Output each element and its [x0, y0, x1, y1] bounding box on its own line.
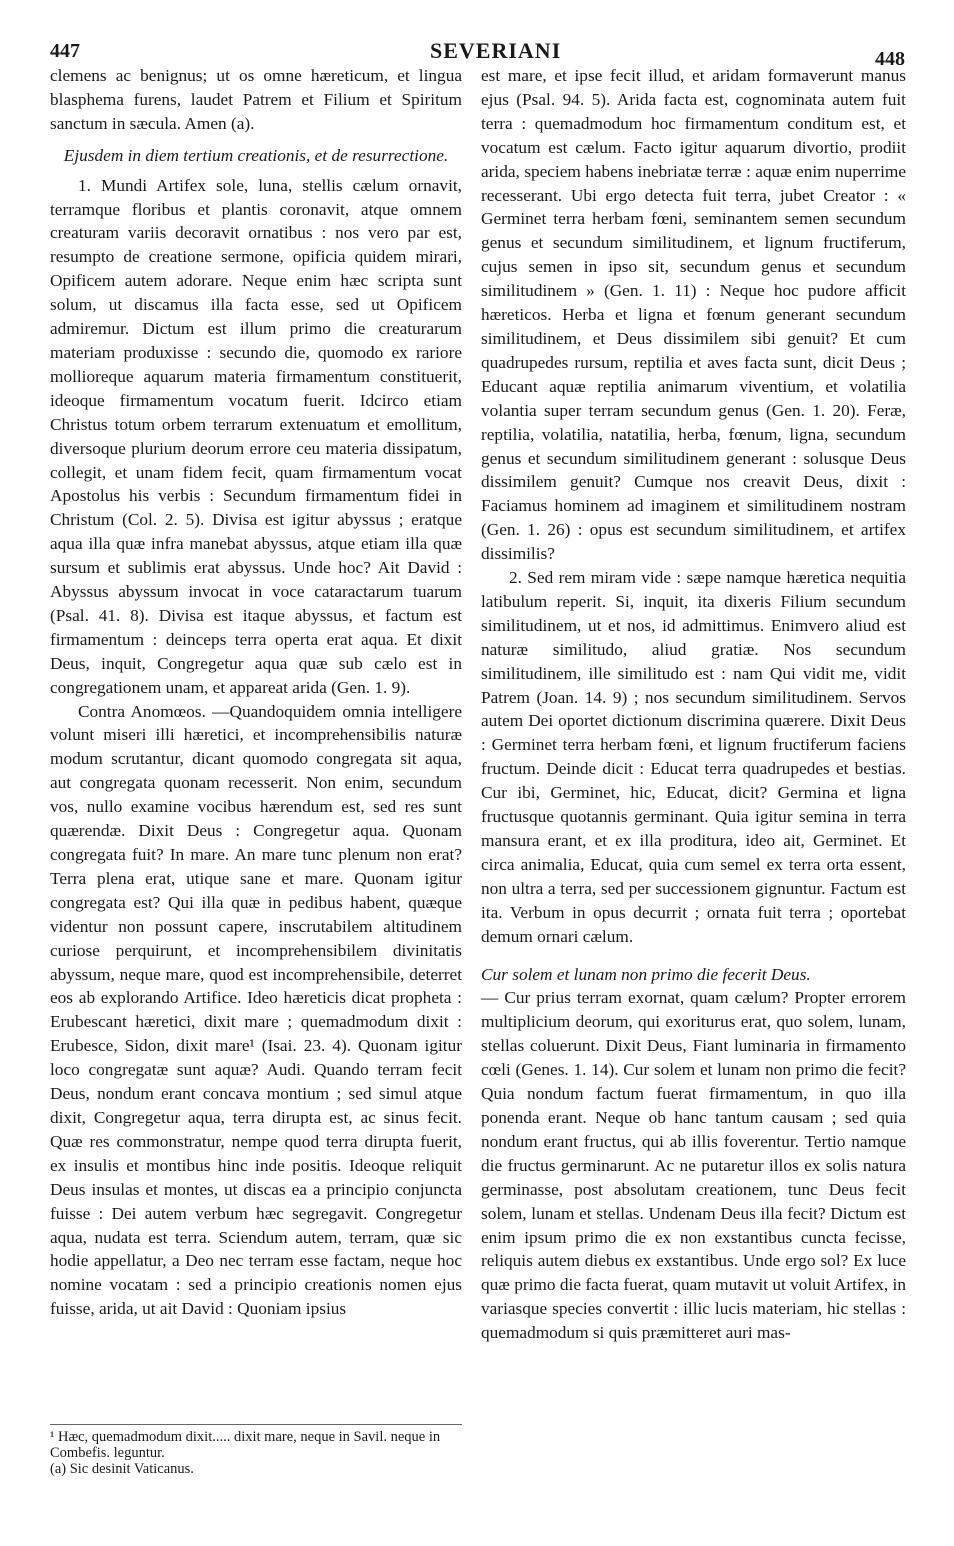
right-paragraph-3: — Cur prius terram exornat, quam cælum? Propter errorem multiplicium deorum, qui exoriturus erat, quo solem, lunam, stellas coluerunt. Dixit Deus, Fiant luminaria in firmamento cœli (Genes. 1. 14). Cur solem et lunam non primo die fecit? Quia nondum factum fuerat firmamentum, in quo illa ponenda erant. Neque ob hanc tantum causam ; sed quia nondum erant fructus, qui ab illis foverentur. Tertio namque die fructus germinarunt. Ac ne putaretur illos ex solis natura germinasse, post absolutam creationem, tunc Deus fecit solem, lunam et stellas. Undenam Deus illa fecit? Dictum est enim ipsum primo die ex non exstantibus cuncta fecisse, reliquis autem diebus ex exstantibus. Unde ergo sol? Ex luce quæ primo die facta fuerat, quam mutavit ut voluit Artifex, in variasque species convertit : illic lucis materiam, hic stellas : quemadmodum si quis præmitteret auri mas- — [481, 988, 906, 1343]
page-number-right: 448 — [875, 48, 905, 70]
section-heading-left: Ejusdem in diem tertium creationis, et de resurrectione. — [63, 145, 449, 165]
footnotes — [50, 1424, 462, 1477]
right-paragraph-2: 2. Sed rem miram vide : sæpe namque hæretica nequitia latibulum reperit. Si, inquit, ita dixeris Filium secundum similitudinem, ut et nos, id admittimus. Enimvero aliud est naturæ similitudo, aliud gratiæ. Nos secundum similitudinem, ille similitudo est : nam Qui vidit me, vidit Patrem (Joan. 14. 9) ; nos secundum similitudinem. Servos autem Dei oportet dictionum discrimina quærere. Dixit Deus : Germinet terra herbam fœni, et lignum fructiferum faciens fructum. Deinde dicit : Educat terra quadrupedes et bestias. Cur ibi, Germinet, hic, Educat, dicit? Germina et ligna fructusque quotannis germinant. Quia igitur semina in terra mansura erant, et ex illa proditura, ideo ait, Germinet. Et circa animalia, Educat, quia cum semel ex terra orta essent, non ultra a terra, sed per successionem gignuntur. Factum est ita. Verbum in opus decurrit ; ornata fuit terra ; oportebat demum ornari cælum. — [481, 568, 906, 946]
left-paragraph-3: Contra Anomœos. —Quandoquidem omnia intelligere volunt miseri illi hæretici, et incomprehensibilis naturæ modum scrutantur, dicant quomodo congregata sit aqua, aut congregata quonam recesserit. Non enim, secundum vos, nullo examine vocibus hærendum est, sed res sunt quærendæ. Dixit Deus : Congregetur aqua. Quonam congregata fuit? In mare. An mare tunc plenum non erat? Terra plena erat, utique sane et mare. Quonam igitur congregata est? Qui illa quæ in pedibus habent, quæque videntur non possunt capere, inscrutabilem altitudinem curiose perquirunt, et incomprehensibilem divinitatis abyssum, neque mare, quod est incomprehensibile, deterret eos ab explorando Artifice. Ideo hæreticis dicat propheta : Erubescant hæretici, dixit mare ; quemadmodum dixit : Erubesce, Sidon, dixit mare¹ (Isai. 23. 4). Quonam igitur loco congregatæ sunt aquæ? Audi. Quando terram fecit Deus, nondum erant concava montium ; sed simul atque dixit, Congregetur aqua, terra dirupta est, ac sinus fecit. Quæ res commonstratur, nempe quod terra dirupta fuerit, ex insulis et montibus hinc inde positis. Ideoque reliquit Deus insulas et montes, ut discas ea a principio conjuncta fuisse : Dei autem verbum hæc segregavit. Congregetur aqua, nudata est terra. Sciendum autem, terram, quæ sic hodie appellatur, a Deo nec terram esse factam, neque hoc nomine vocatam : sed a principio creationis nomen ejus fuisse, arida, ut ait David : Quoniam ipsius — [50, 701, 462, 1319]
left-paragraph-2: 1. Mundi Artifex sole, luna, stellis cælum ornavit, terramque floribus et plantis coronavit, atque omnem creaturam variis decoravit ornatibus : nos vero par est, resumpto de creatione sermone, opificia quidem mirari, Opificem autem adorare. Neque enim hæc scripta sunt solum, ut discamus illa facta esse, sed ut Opificem admiremur. Dictum est illum primo die creaturarum materiam produxisse : secundo die, quomodo ex rariore mollioreque aquarum materia firmamentum constituerit, ideoque firmamentum vocatum fuerit. Idcirco etiam Christus totum orbem terrarum extenuatum et emollitum, diversoque plurium deorum errore ceu materia dissipatum, collegit, et unam fidem fecit, quam firmamentum vocat Apostolus his verbis : Secundum firmamentum fidei in Christum (Col. 2. 5). Divisa est igitur abyssus ; eratque aqua illa quæ infra manebat abyssus, atque etiam illa quæ sursum et sublimis erat abyssus. Unde hoc? Ait David : Abyssus abyssum invocat in voce cataractarum tuarum (Psal. 41. 8). Divisa est itaque abyssus, et factum est firmamentum : deinceps terra operta erat aqua. Et dixit Deus, inquit, Congregetur aqua quæ sub cælo est in congregationem unam, et appareat arida (Gen. 1. 9). — [50, 175, 462, 697]
footnote-a: (a) Sic desinit Vaticanus. — [50, 1461, 194, 1477]
left-column — [50, 64, 462, 1321]
footnote-1: ¹ Hæc, quemadmodum dixit..... dixit mare, neque in Savil. neque in Combefis. leguntur. — [50, 1429, 441, 1461]
left-paragraph-1: clemens ac benignus; ut os omne hæreticum, et lingua blasphema furens, laudet Patrem et Filium et Spiritum sanctum in sæcula. Amen (a). — [50, 66, 462, 133]
page-number-left: 447 — [50, 40, 80, 62]
right-paragraph-1: est mare, et ipse fecit illud, et aridam formaverunt manus ejus (Psal. 94. 5). Arida facta est, cognominata autem fuit terra : quemadmodum hoc firmamentum conditum est, et vocatum est cælum. Facto igitur aquarum divortio, prodiit arida, speciem habens inebriatæ terræ : aquæ enim nuperrime recesserant. Ubi ergo detecta fuit terra, jubet Creator : « Germinet terra herbam fœni, seminantem semen secundum genus et secundum similitudinem, et lignum fructiferum, cujus semen in ipso sit, secundum genus et secundum similitudinem » (Gen. 1. 11) : Neque hoc pudore afficit hæreticos. Herba et ligna et fœnum generant secundum similitudinem, et Deus dissimilem sibi genuit? Et cum quadrupedes rursum, reptilia et aves facta sunt, dicit Deus ; Educant aquæ reptilia animarum viventium, et volatilia volantia super terram secundum genus (Gen. 1. 20). Feræ, reptilia, volatilia, natatilia, herba, fœnum, ligna, secundum genus et secundum similitudinem generant : solusque Deus dissimilem genuit? Cumque nos creavit Deus, dixit : Faciamus hominem ad imaginem et similitudinem nostram (Gen. 1. 26) : opus est secundum similitudinem, et artifex dissimilis? — [481, 66, 906, 564]
section-heading-right: Cur solem et lunam non primo die fecerit Deus. — [481, 964, 811, 984]
right-column — [481, 64, 906, 1345]
running-title: SEVERIANI — [430, 38, 562, 63]
